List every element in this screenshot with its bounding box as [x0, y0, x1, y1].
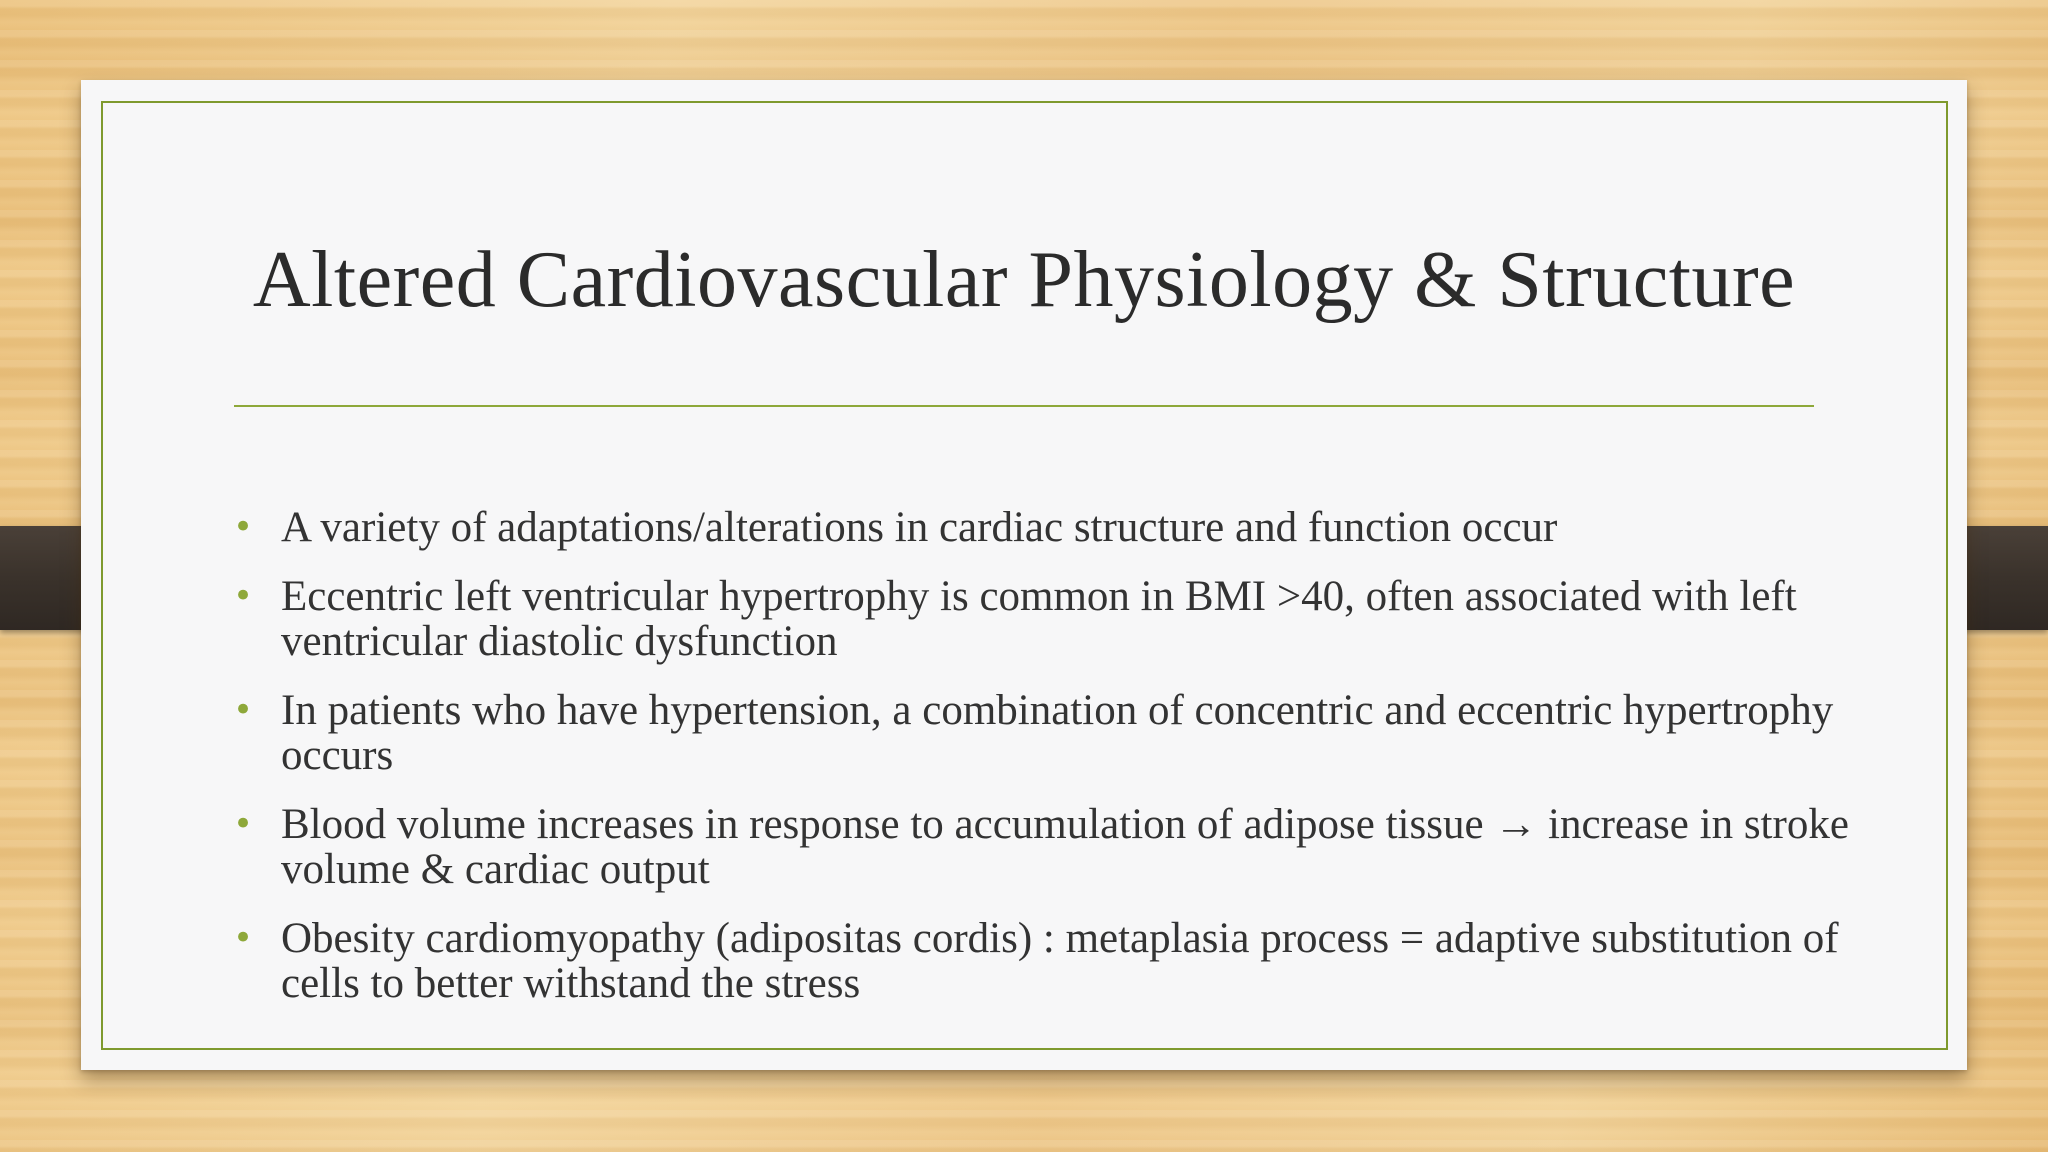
slide [81, 80, 1967, 1070]
bullet-text: Obesity cardiomyopathy (adipositas cordis) : metaplasia process = adaptive substitution of cells to better withstand the stress [281, 915, 1839, 1007]
bullet-item [233, 688, 1883, 778]
bullet-item [233, 916, 1883, 1006]
bullet-list [233, 505, 1883, 1030]
title-divider [234, 405, 1814, 407]
bullet-item [233, 802, 1883, 892]
bullet-icon: • [233, 804, 254, 844]
bullet-icon: • [233, 507, 254, 547]
bullet-icon: • [233, 690, 254, 730]
bullet-text: In patients who have hypertension, a combination of concentric and eccentric hypertrophy occurs [281, 687, 1834, 779]
slide-title: Altered Cardiovascular Physiology & Structure [252, 236, 1796, 324]
bullet-item [233, 574, 1883, 664]
bullet-item [233, 505, 1883, 550]
bullet-text: Blood volume increases in response to accumulation of adipose tissue → increase in stroke volume & cardiac output [281, 801, 1849, 893]
bullet-text: A variety of adaptations/alterations in cardiac structure and function occur [281, 504, 1558, 551]
bullet-text: Eccentric left ventricular hypertrophy is common in BMI >40, often associated with left ventricular diastolic dysfunction [281, 573, 1797, 665]
bullet-icon: • [233, 918, 254, 958]
bullet-icon: • [233, 576, 254, 616]
